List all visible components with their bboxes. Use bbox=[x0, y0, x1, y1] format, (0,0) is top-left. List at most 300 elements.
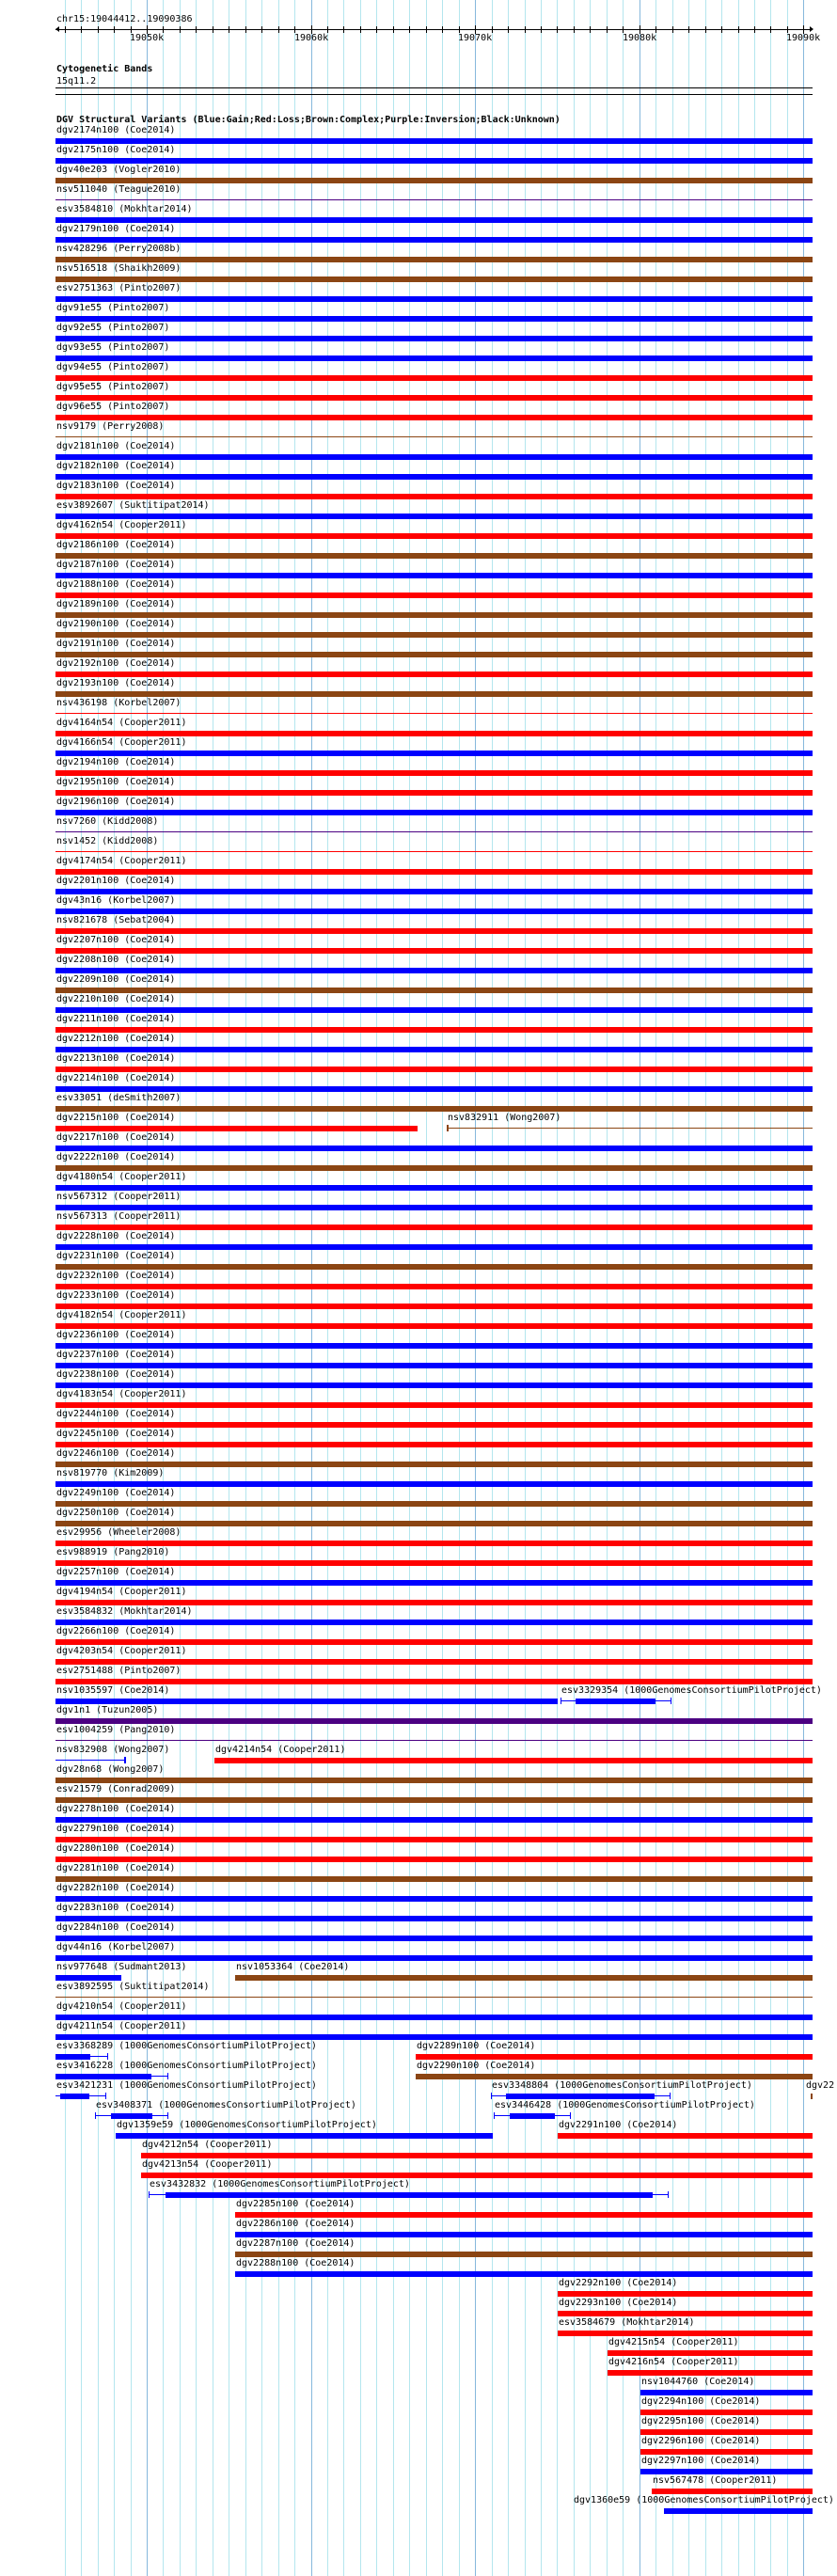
variant-bar-blue[interactable] bbox=[55, 889, 813, 894]
variant-end-tick bbox=[95, 2112, 96, 2119]
variant-end-tick bbox=[167, 2112, 168, 2119]
variant-label[interactable]: dgv2207n100 (Coe2014) bbox=[56, 935, 176, 945]
variant-label[interactable]: dgv2292n100 (Coe2014) bbox=[559, 2278, 678, 2288]
variant-label[interactable]: dgv2232n100 (Coe2014) bbox=[56, 1271, 176, 1281]
variant-bar-red[interactable] bbox=[55, 948, 813, 954]
variant-label[interactable]: dgv2190n100 (Coe2014) bbox=[56, 619, 176, 629]
ruler-tick bbox=[327, 26, 328, 33]
variant-bar-blue[interactable] bbox=[55, 1363, 813, 1368]
ruler-tick bbox=[360, 26, 361, 33]
ruler-tick bbox=[114, 26, 115, 33]
variant-bar-blue[interactable] bbox=[55, 1896, 813, 1902]
variant-label[interactable]: esv3329354 (1000GenomesConsortiumPilotProject) bbox=[561, 1685, 822, 1696]
variant-bar-blue[interactable] bbox=[55, 514, 813, 519]
variant-bar-brown[interactable] bbox=[55, 1462, 813, 1467]
variant-label[interactable]: dgv4216n54 (Cooper2011) bbox=[608, 2357, 739, 2367]
variant-bar-red[interactable] bbox=[608, 2350, 813, 2356]
ruler-tick bbox=[738, 26, 739, 33]
ruler-tick bbox=[196, 26, 197, 33]
variant-label[interactable]: nsv832908 (Wong2007) bbox=[56, 1745, 170, 1755]
variant-label[interactable]: dgv2257n100 (Coe2014) bbox=[56, 1567, 176, 1577]
variant-label[interactable]: esv29956 (Wheeler2008) bbox=[56, 1527, 182, 1538]
variant-end-tick bbox=[105, 2093, 106, 2099]
ruler-tick bbox=[459, 26, 460, 33]
variant-label[interactable]: dgv2233n100 (Coe2014) bbox=[56, 1290, 176, 1301]
variant-bar-brown[interactable] bbox=[55, 1521, 813, 1526]
variant-label[interactable]: nsv7260 (Kidd2008) bbox=[56, 816, 159, 827]
variant-bar-blue[interactable] bbox=[640, 2390, 813, 2395]
variant-label[interactable]: dgv2188n100 (Coe2014) bbox=[56, 579, 176, 590]
variant-label[interactable]: esv3892595 (Suktitipat2014) bbox=[56, 1982, 210, 1992]
variant-bar-red[interactable] bbox=[141, 2153, 813, 2158]
variant-label[interactable]: dgv2212n100 (Coe2014) bbox=[56, 1034, 176, 1044]
variant-bar-blue[interactable] bbox=[55, 1146, 813, 1151]
variant-label[interactable]: dgv4212n54 (Cooper2011) bbox=[142, 2140, 273, 2150]
variant-bar-blue[interactable] bbox=[55, 158, 813, 164]
cyto-band-line-top bbox=[55, 87, 813, 88]
variant-bar-blue[interactable] bbox=[664, 2508, 813, 2514]
variant-bar-blue[interactable] bbox=[55, 1383, 813, 1388]
variant-bar-blue[interactable] bbox=[235, 2271, 813, 2277]
variant-bar-blue[interactable] bbox=[55, 1244, 813, 1250]
variant-bar-blue[interactable] bbox=[55, 2034, 813, 2040]
variant-bar-red[interactable] bbox=[558, 2311, 813, 2316]
variant-bar-red[interactable] bbox=[55, 1541, 813, 1546]
variant-label[interactable]: esv1004259 (Pang2010) bbox=[56, 1725, 176, 1735]
variant-label[interactable]: dgv2215n100 (Coe2014) bbox=[56, 1113, 176, 1123]
arrow-right-icon[interactable] bbox=[810, 26, 813, 32]
variant-bar-red[interactable] bbox=[55, 790, 813, 796]
ruler-tick-label: 19060k bbox=[294, 33, 329, 43]
ruler-tick bbox=[705, 26, 706, 33]
variant-label[interactable]: dgv2213n100 (Coe2014) bbox=[56, 1053, 176, 1064]
variant-label[interactable]: dgv2175n100 (Coe2014) bbox=[56, 145, 176, 155]
variant-bar-blue[interactable] bbox=[55, 454, 813, 460]
variant-label[interactable]: dgv2291n100 (Coe2014) bbox=[559, 2120, 678, 2130]
variant-bar-red[interactable] bbox=[55, 672, 813, 677]
variant-label[interactable]: dgv2296n100 (Coe2014) bbox=[641, 2436, 761, 2446]
variant-bar-red[interactable] bbox=[55, 1659, 813, 1665]
variant-end-tick bbox=[107, 2053, 108, 2060]
variant-label[interactable]: dgv2278n100 (Coe2014) bbox=[56, 1804, 176, 1814]
variant-bar-red[interactable] bbox=[558, 2291, 813, 2297]
variant-label[interactable]: dgv28n68 (Wong2007) bbox=[56, 1764, 165, 1775]
variant-label[interactable]: dgv2214n100 (Coe2014) bbox=[56, 1073, 176, 1083]
variant-bar-blue[interactable] bbox=[55, 2054, 90, 2060]
variant-label[interactable]: nsv567312 (Cooper2011) bbox=[56, 1192, 182, 1202]
variant-bar-blue[interactable] bbox=[55, 356, 813, 361]
variant-bar-brown[interactable] bbox=[55, 1106, 813, 1112]
variant-label[interactable]: dgv2249n100 (Coe2014) bbox=[56, 1488, 176, 1498]
variant-label[interactable]: dgv4211n54 (Cooper2011) bbox=[56, 2021, 187, 2031]
variant-label[interactable]: dgv2279n100 (Coe2014) bbox=[56, 1824, 176, 1834]
variant-bar-red[interactable] bbox=[55, 1284, 813, 1289]
variant-end-tick bbox=[668, 2191, 669, 2198]
variant-label[interactable]: dgv4214n54 (Cooper2011) bbox=[215, 1745, 346, 1755]
variant-label[interactable]: dgv2281n100 (Coe2014) bbox=[56, 1863, 176, 1873]
variant-bar-blue[interactable] bbox=[235, 2232, 813, 2237]
variant-bar-red[interactable] bbox=[55, 415, 813, 420]
ruler-tick bbox=[655, 26, 656, 33]
variant-bar-red[interactable] bbox=[55, 533, 813, 539]
variant-bar-red[interactable] bbox=[214, 1758, 813, 1763]
variant-line-brown[interactable] bbox=[447, 1128, 813, 1129]
variant-bar-blue[interactable] bbox=[506, 2094, 655, 2099]
variant-bar-blue[interactable] bbox=[55, 336, 813, 341]
variant-bar-blue[interactable] bbox=[55, 1580, 813, 1586]
variant-label[interactable]: dgv43n16 (Korbel2007) bbox=[56, 895, 176, 906]
ruler-tick bbox=[180, 26, 181, 33]
variant-bar-red[interactable] bbox=[55, 869, 813, 875]
variant-bar-red[interactable] bbox=[640, 2410, 813, 2415]
location-label: chr15:19044412..19090386 bbox=[56, 14, 193, 24]
variant-bar-red[interactable] bbox=[55, 770, 813, 776]
variant-label[interactable]: dgv2181n100 (Coe2014) bbox=[56, 441, 176, 451]
variant-bar-blue[interactable] bbox=[60, 2094, 89, 2099]
variant-label[interactable]: nsv1035597 (Coe2014) bbox=[56, 1685, 170, 1696]
arrow-left-icon[interactable] bbox=[55, 26, 59, 32]
variant-bar-blue[interactable] bbox=[166, 2192, 653, 2198]
variant-bar-red[interactable] bbox=[55, 1323, 813, 1329]
variant-end-tick bbox=[167, 2073, 168, 2079]
variant-label[interactable]: dgv2250n100 (Coe2014) bbox=[56, 1508, 176, 1518]
variant-bar-red[interactable] bbox=[55, 1225, 813, 1230]
variant-bar-brown[interactable] bbox=[55, 691, 813, 697]
variant-label[interactable]: esv3584832 (Mokhtar2014) bbox=[56, 1606, 193, 1617]
variant-label[interactable]: nsv977648 (Sudmant2013) bbox=[56, 1962, 187, 1972]
variant-bar-brown[interactable] bbox=[416, 2074, 813, 2079]
variant-bar-brown[interactable] bbox=[55, 257, 813, 262]
variant-bar-blue[interactable] bbox=[55, 1047, 813, 1052]
variant-bar-red[interactable] bbox=[640, 2429, 813, 2435]
variant-end-tick bbox=[124, 1757, 126, 1763]
variant-bar-blue[interactable] bbox=[55, 810, 813, 815]
variant-bar-red[interactable] bbox=[55, 1402, 813, 1408]
variant-bar-brown[interactable] bbox=[55, 1876, 813, 1882]
variant-label[interactable]: esv3368289 (1000GenomesConsortiumPilotProject) bbox=[56, 2041, 317, 2051]
variant-label[interactable]: dgv2186n100 (Coe2014) bbox=[56, 540, 176, 550]
variant-bar-blue[interactable] bbox=[55, 1086, 813, 1092]
variant-bar-red[interactable] bbox=[55, 1857, 813, 1862]
variant-label[interactable]: nsv832911 (Wong2007) bbox=[448, 1113, 561, 1123]
variant-bar-blue[interactable] bbox=[55, 1975, 121, 1981]
variant-label[interactable]: esv3432832 (1000GenomesConsortiumPilotProject) bbox=[150, 2179, 410, 2189]
variant-label[interactable]: dgv4166n54 (Cooper2011) bbox=[56, 737, 187, 748]
ruler-tick bbox=[65, 26, 66, 33]
variant-bar-brown[interactable] bbox=[55, 1778, 813, 1783]
variant-label[interactable]: dgv2288n100 (Coe2014) bbox=[236, 2258, 355, 2268]
variant-label[interactable]: dgv2183n100 (Coe2014) bbox=[56, 481, 176, 491]
variant-label[interactable]: dgv4180n54 (Cooper2011) bbox=[56, 1172, 187, 1182]
variant-bar-blue[interactable] bbox=[55, 1936, 813, 1941]
variant-bar-blue[interactable] bbox=[55, 138, 813, 144]
variant-bar-red[interactable] bbox=[55, 1027, 813, 1033]
ruler-tick bbox=[492, 26, 493, 33]
variant-bar-red[interactable] bbox=[416, 2054, 813, 2060]
variant-label[interactable]: dgv2244n100 (Coe2014) bbox=[56, 1409, 176, 1419]
variant-label[interactable]: esv3584810 (Mokhtar2014) bbox=[56, 204, 193, 214]
variant-bar-blue[interactable] bbox=[116, 2133, 493, 2139]
variant-label[interactable]: nsv511040 (Teague2010) bbox=[56, 184, 182, 195]
variant-label[interactable]: esv33051 (deSmith2007) bbox=[56, 1093, 182, 1103]
variant-bar-brown[interactable] bbox=[55, 277, 813, 282]
variant-bar-blue[interactable] bbox=[55, 474, 813, 480]
variant-label[interactable]: esv3892607 (Suktitipat2014) bbox=[56, 500, 210, 511]
variant-label[interactable]: dgv2193n100 (Coe2014) bbox=[56, 678, 176, 688]
variant-bar-blue[interactable] bbox=[640, 2469, 813, 2474]
ruler-tick bbox=[81, 26, 82, 33]
variant-label[interactable]: dgv22 bbox=[806, 2080, 835, 2091]
variant-bar-blue[interactable] bbox=[55, 1817, 813, 1823]
variant-label[interactable]: dgv2283n100 (Coe2014) bbox=[56, 1903, 176, 1913]
variant-label[interactable]: nsv516518 (Shaikh2009) bbox=[56, 263, 182, 274]
variant-label[interactable]: dgv1n1 (Tuzun2005) bbox=[56, 1705, 159, 1715]
variant-label[interactable]: dgv2295n100 (Coe2014) bbox=[641, 2416, 761, 2426]
variant-label[interactable]: nsv819770 (Kim2009) bbox=[56, 1468, 165, 1478]
variant-bar-blue[interactable] bbox=[55, 1620, 813, 1625]
variant-label[interactable]: dgv2189n100 (Coe2014) bbox=[56, 599, 176, 609]
variant-label[interactable]: dgv2293n100 (Coe2014) bbox=[559, 2298, 678, 2308]
variant-bar-red[interactable] bbox=[55, 1679, 813, 1684]
variant-label[interactable]: dgv4164n54 (Cooper2011) bbox=[56, 718, 187, 728]
variant-label[interactable]: dgv2182n100 (Coe2014) bbox=[56, 461, 176, 471]
variant-label[interactable]: dgv1359e59 (1000GenomesConsortiumPilotProject) bbox=[117, 2120, 377, 2130]
variant-label[interactable]: nsv428296 (Perry2008b) bbox=[56, 244, 182, 254]
variant-bar-blue[interactable] bbox=[55, 1007, 813, 1013]
variant-bar-blue[interactable] bbox=[111, 2113, 152, 2119]
variant-label[interactable]: esv2751363 (Pinto2007) bbox=[56, 283, 182, 293]
variant-bar-blue[interactable] bbox=[510, 2113, 555, 2119]
variant-line-purple[interactable] bbox=[55, 1740, 813, 1741]
variant-label[interactable]: dgv2208n100 (Coe2014) bbox=[56, 955, 176, 965]
variant-label[interactable]: esv988919 (Pang2010) bbox=[56, 1547, 170, 1557]
variant-line-red[interactable] bbox=[55, 713, 813, 714]
variant-end-tick bbox=[670, 2093, 671, 2099]
variant-bar-blue[interactable] bbox=[55, 296, 813, 302]
variant-bar-red[interactable] bbox=[55, 928, 813, 934]
variant-label[interactable]: dgv40e203 (Vogler2010) bbox=[56, 165, 182, 175]
variant-bar-blue[interactable] bbox=[55, 968, 813, 973]
variant-label[interactable]: dgv2286n100 (Coe2014) bbox=[236, 2219, 355, 2229]
variant-label[interactable]: nsv1044760 (Coe2014) bbox=[641, 2377, 755, 2387]
variant-bar-brown[interactable] bbox=[55, 612, 813, 618]
variant-label[interactable]: nsv9179 (Perry2008) bbox=[56, 421, 165, 432]
variant-label[interactable]: dgv2201n100 (Coe2014) bbox=[56, 876, 176, 886]
variant-label[interactable]: dgv2245n100 (Coe2014) bbox=[56, 1429, 176, 1439]
variant-bar-blue[interactable] bbox=[55, 1185, 813, 1191]
variant-label[interactable]: dgv2280n100 (Coe2014) bbox=[56, 1843, 176, 1854]
variant-bar-brown[interactable] bbox=[55, 178, 813, 183]
variant-bar-blue[interactable] bbox=[55, 1699, 558, 1704]
variant-bar-blue[interactable] bbox=[55, 316, 813, 322]
variant-end-tick bbox=[494, 2112, 495, 2119]
variant-bar-red[interactable] bbox=[55, 1126, 418, 1131]
variant-bar-brown[interactable] bbox=[55, 988, 813, 993]
variant-bar-red[interactable] bbox=[55, 1639, 813, 1645]
variant-label[interactable]: dgv4203n54 (Cooper2011) bbox=[56, 1646, 187, 1656]
variant-bar-red[interactable] bbox=[55, 731, 813, 736]
variant-bar-blue[interactable] bbox=[55, 573, 813, 578]
variant-bar-brown[interactable] bbox=[55, 553, 813, 559]
variant-label[interactable]: dgv1360e59 (1000GenomesConsortiumPilotProject) bbox=[574, 2495, 834, 2505]
variant-label[interactable]: dgv2187n100 (Coe2014) bbox=[56, 560, 176, 570]
variant-bar-red[interactable] bbox=[141, 2173, 813, 2178]
ruler-tick bbox=[409, 26, 410, 33]
variant-label[interactable]: dgv4194n54 (Cooper2011) bbox=[56, 1587, 187, 1597]
variant-label[interactable]: esv3348804 (1000GenomesConsortiumPilotProject) bbox=[492, 2080, 752, 2091]
variant-bar-blue[interactable] bbox=[55, 2015, 813, 2020]
variant-label[interactable]: nsv567313 (Cooper2011) bbox=[56, 1211, 182, 1222]
variant-label[interactable]: dgv2237n100 (Coe2014) bbox=[56, 1350, 176, 1360]
variant-bar-brown[interactable] bbox=[235, 2252, 813, 2257]
variant-label[interactable]: dgv4215n54 (Cooper2011) bbox=[608, 2337, 739, 2347]
variant-bar-blue[interactable] bbox=[55, 2074, 151, 2079]
variant-label[interactable]: esv21579 (Conrad2009) bbox=[56, 1784, 176, 1794]
variant-bar-brown[interactable] bbox=[55, 1797, 813, 1803]
variant-bar-brown[interactable] bbox=[55, 632, 813, 638]
variant-label[interactable]: dgv2228n100 (Coe2014) bbox=[56, 1231, 176, 1241]
variant-label[interactable]: dgv2236n100 (Coe2014) bbox=[56, 1330, 176, 1340]
variant-label[interactable]: esv3584679 (Mokhtar2014) bbox=[559, 2317, 695, 2328]
variant-label[interactable]: dgv2246n100 (Coe2014) bbox=[56, 1448, 176, 1459]
variant-label[interactable]: dgv2174n100 (Coe2014) bbox=[56, 125, 176, 135]
variant-bar-blue[interactable] bbox=[55, 1343, 813, 1349]
variant-bar-blue[interactable] bbox=[55, 217, 813, 223]
variant-line-purple[interactable] bbox=[55, 199, 813, 200]
variant-bar-red[interactable] bbox=[55, 1422, 813, 1428]
variant-bar-red[interactable] bbox=[55, 1442, 813, 1447]
variant-label[interactable]: dgv4162n54 (Cooper2011) bbox=[56, 520, 187, 530]
variant-bar-brown[interactable] bbox=[55, 1165, 813, 1171]
variant-bar-red[interactable] bbox=[55, 593, 813, 598]
variant-label[interactable]: dgv4174n54 (Cooper2011) bbox=[56, 856, 187, 866]
variant-label[interactable]: dgv4182n54 (Cooper2011) bbox=[56, 1310, 187, 1320]
dgv-track-title: DGV Structural Variants (Blue:Gain;Red:Loss;Brown:Complex;Purple:Inversion;Black:Unknown) bbox=[56, 115, 561, 125]
variant-label[interactable]: dgv4213n54 (Cooper2011) bbox=[142, 2159, 273, 2170]
ruler-tick bbox=[590, 26, 591, 33]
variant-bar-red[interactable] bbox=[558, 2331, 813, 2336]
variant-bar-red[interactable] bbox=[558, 2133, 813, 2139]
variant-bar-red[interactable] bbox=[235, 2212, 813, 2218]
variant-label[interactable]: dgv2238n100 (Coe2014) bbox=[56, 1369, 176, 1380]
variant-label[interactable]: nsv436198 (Korbel2007) bbox=[56, 698, 182, 708]
variant-bar-purple[interactable] bbox=[55, 1718, 813, 1724]
ruler-tick bbox=[393, 26, 394, 33]
variant-bar-red[interactable] bbox=[55, 1837, 813, 1842]
variant-label[interactable]: dgv2194n100 (Coe2014) bbox=[56, 757, 176, 767]
variant-label[interactable]: esv2751488 (Pinto2007) bbox=[56, 1666, 182, 1676]
variant-label[interactable]: dgv2284n100 (Coe2014) bbox=[56, 1922, 176, 1933]
variant-label[interactable]: dgv2266n100 (Coe2014) bbox=[56, 1626, 176, 1636]
variant-label[interactable]: nsv821678 (Sebat2004) bbox=[56, 915, 176, 925]
variant-label[interactable]: dgv2191n100 (Coe2014) bbox=[56, 639, 176, 649]
variant-bar-red[interactable] bbox=[55, 1600, 813, 1605]
ruler-tick bbox=[508, 26, 509, 33]
variant-label[interactable]: dgv2209n100 (Coe2014) bbox=[56, 974, 176, 985]
variant-label[interactable]: dgv44n16 (Korbel2007) bbox=[56, 1942, 176, 1952]
variant-bar-brown[interactable] bbox=[55, 652, 813, 657]
variant-label[interactable]: dgv4210n54 (Cooper2011) bbox=[56, 2001, 187, 2012]
variant-label[interactable]: dgv96e55 (Pinto2007) bbox=[56, 402, 170, 412]
variant-bar-red[interactable] bbox=[55, 1304, 813, 1309]
variant-label[interactable]: dgv2179n100 (Coe2014) bbox=[56, 224, 176, 234]
variant-bar-blue[interactable] bbox=[55, 1955, 813, 1961]
variant-label[interactable]: dgv2196n100 (Coe2014) bbox=[56, 797, 176, 807]
ruler-tick-label: 19090k bbox=[786, 33, 821, 43]
variant-label[interactable]: dgv2285n100 (Coe2014) bbox=[236, 2199, 355, 2209]
ruler-tick bbox=[245, 26, 246, 33]
variant-label[interactable]: esv3416228 (1000GenomesConsortiumPilotProject) bbox=[56, 2061, 317, 2071]
ruler-tick bbox=[294, 26, 295, 33]
variant-label[interactable]: dgv2195n100 (Coe2014) bbox=[56, 777, 176, 787]
variant-label[interactable]: dgv2282n100 (Coe2014) bbox=[56, 1883, 176, 1893]
variant-label[interactable]: dgv2287n100 (Coe2014) bbox=[236, 2238, 355, 2249]
variant-bar-blue[interactable] bbox=[576, 1699, 655, 1704]
variant-bar-red[interactable] bbox=[55, 395, 813, 401]
variant-line-blue[interactable] bbox=[55, 1760, 126, 1761]
variant-label[interactable]: nsv1053364 (Coe2014) bbox=[236, 1962, 350, 1972]
variant-bar-brown[interactable] bbox=[235, 1975, 813, 1981]
variant-label[interactable]: dgv2231n100 (Coe2014) bbox=[56, 1251, 176, 1261]
variant-label[interactable]: dgv4183n54 (Cooper2011) bbox=[56, 1389, 187, 1399]
variant-bar-red[interactable] bbox=[55, 375, 813, 381]
variant-line-red[interactable] bbox=[55, 851, 813, 852]
variant-bar-brown[interactable] bbox=[55, 1501, 813, 1507]
ruler-tick bbox=[98, 26, 99, 33]
variant-label[interactable]: dgv93e55 (Pinto2007) bbox=[56, 342, 170, 353]
variant-label[interactable]: esv3408371 (1000GenomesConsortiumPilotProject) bbox=[96, 2100, 356, 2110]
variant-end-tick bbox=[447, 1125, 449, 1131]
variant-bar-blue[interactable] bbox=[55, 751, 813, 756]
variant-bar-blue[interactable] bbox=[55, 1916, 813, 1921]
variant-label[interactable]: dgv2192n100 (Coe2014) bbox=[56, 658, 176, 669]
variant-label[interactable]: dgv94e55 (Pinto2007) bbox=[56, 362, 170, 372]
variant-bar-blue[interactable] bbox=[55, 1205, 813, 1210]
variant-label[interactable]: dgv2211n100 (Coe2014) bbox=[56, 1014, 176, 1024]
variant-label[interactable]: nsv1452 (Kidd2008) bbox=[56, 836, 159, 846]
variant-bar-blue[interactable] bbox=[55, 237, 813, 243]
variant-label[interactable]: nsv567478 (Cooper2011) bbox=[653, 2475, 778, 2486]
variant-label[interactable]: esv3421231 (1000GenomesConsortiumPilotProject) bbox=[56, 2080, 317, 2091]
variant-label[interactable]: dgv2290n100 (Coe2014) bbox=[417, 2061, 536, 2071]
variant-label[interactable]: dgv91e55 (Pinto2007) bbox=[56, 303, 170, 313]
ruler-tick-label: 19050k bbox=[130, 33, 165, 43]
variant-bar-blue[interactable] bbox=[55, 909, 813, 914]
variant-bar-red[interactable] bbox=[55, 494, 813, 499]
variant-bar-red[interactable] bbox=[640, 2449, 813, 2455]
variant-bar-red[interactable] bbox=[55, 1067, 813, 1072]
variant-label[interactable]: dgv2222n100 (Coe2014) bbox=[56, 1152, 176, 1162]
variant-label[interactable]: dgv2210n100 (Coe2014) bbox=[56, 994, 176, 1004]
variant-label[interactable]: dgv2289n100 (Coe2014) bbox=[417, 2041, 536, 2051]
variant-line-brown[interactable] bbox=[55, 1997, 813, 1998]
variant-bar-brown[interactable] bbox=[55, 1264, 813, 1270]
variant-label[interactable]: dgv2217n100 (Coe2014) bbox=[56, 1132, 176, 1143]
variant-label[interactable]: dgv92e55 (Pinto2007) bbox=[56, 323, 170, 333]
variant-bar-brown[interactable] bbox=[811, 2094, 813, 2099]
variant-line-purple[interactable] bbox=[55, 831, 813, 832]
variant-bar-blue[interactable] bbox=[55, 1481, 813, 1487]
variant-bar-red[interactable] bbox=[608, 2370, 813, 2376]
ruler-tick bbox=[557, 26, 558, 33]
variant-label[interactable]: dgv2297n100 (Coe2014) bbox=[641, 2456, 761, 2466]
variant-label[interactable]: dgv95e55 (Pinto2007) bbox=[56, 382, 170, 392]
variant-label[interactable]: esv3446428 (1000GenomesConsortiumPilotProject) bbox=[495, 2100, 755, 2110]
variant-bar-red[interactable] bbox=[652, 2489, 813, 2494]
variant-label[interactable]: dgv2294n100 (Coe2014) bbox=[641, 2396, 761, 2407]
variant-bar-red[interactable] bbox=[55, 1560, 813, 1566]
variant-line-brown[interactable] bbox=[55, 436, 813, 437]
